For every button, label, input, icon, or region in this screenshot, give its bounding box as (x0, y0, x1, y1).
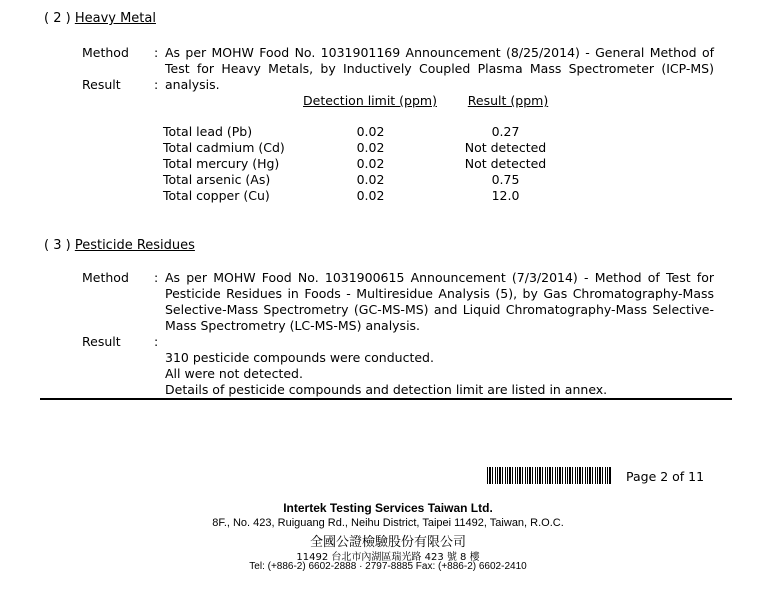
result-colon: : (154, 334, 159, 349)
footer-address-zh: 11492 台北市內湖區瑞光路 423 號 8 樓 (296, 552, 480, 563)
section-title: Heavy Metal (74, 11, 156, 26)
limit-cell: 0.02 (356, 124, 385, 139)
method-label: Method (82, 45, 129, 60)
result-cell: Not detected (464, 140, 547, 155)
barcode-icon (487, 467, 612, 484)
section-heading-pesticide (44, 238, 195, 253)
limit-cell: 0.02 (356, 188, 385, 203)
result-line: Details of pesticide compounds and detection limit are listed in annex. (165, 382, 608, 397)
result-line: All were not detected. (165, 366, 303, 381)
analyte-cell: Total copper (Cu) (163, 188, 270, 203)
method-text: As per MOHW Food No. 1031901169 Announcement (8/25/2014) - General Method of Test for Heavy Metals, by Inductively Coupled Plasma Mass Spectrometer (ICP-MS) analysis. (165, 45, 714, 92)
detection-limit-header: Detection limit (ppm) (303, 93, 437, 108)
table-row (163, 188, 573, 204)
limit-cell: 0.02 (356, 172, 385, 187)
section-number: ( 3 ) (44, 238, 71, 253)
method-label: Method (82, 270, 129, 285)
result-line: 310 pesticide compounds were conducted. (165, 350, 434, 365)
section-divider (40, 398, 732, 400)
section-title: Pesticide Residues (74, 238, 195, 253)
result-cell: Not detected (464, 156, 547, 171)
analyte-cell: Total arsenic (As) (163, 172, 271, 187)
limit-cell: 0.02 (356, 156, 385, 171)
footer-contact: Tel: (+886-2) 6602-2888 · 2797-8885 Fax: (+886-2) 6602-2410 (249, 561, 527, 572)
analyte-cell: Total cadmium (Cd) (163, 140, 285, 155)
result-cell: 0.27 (491, 124, 520, 139)
table-row (163, 172, 573, 188)
footer-address: 8F., No. 423, Ruiguang Rd., Neihu District, Taipei 11492, Taiwan, R.O.C. (212, 517, 564, 529)
footer-company-zh: 全國公證檢驗股份有限公司 (309, 535, 466, 550)
table-row (163, 124, 573, 140)
method-text: As per MOHW Food No. 1031900615 Announcement (7/3/2014) - Method of Test for Pesticide Residues in Foods - Multiresidue Analysis (5), by Gas Chromatography-Mass Selective-Mass Spectrometry (GC-MS-MS) and Liquid Chromatography-Mass Selective-Mass Spectrometry (LC-MS-MS) analysis. (165, 270, 714, 333)
table-row (163, 140, 573, 156)
result-cell: 12.0 (491, 188, 520, 203)
result-label: Result (82, 77, 121, 92)
section-number: ( 2 ) (44, 11, 71, 26)
method-colon: : (154, 270, 159, 285)
heavy-metal-results-table (163, 124, 573, 204)
limit-cell: 0.02 (356, 140, 385, 155)
footer-company: Intertek Testing Services Taiwan Ltd. (283, 501, 493, 515)
result-cell: 0.75 (491, 172, 520, 187)
method-colon: : (154, 45, 159, 60)
result-header: Result (ppm) (467, 93, 549, 108)
section-heading-heavy-metal (44, 11, 156, 26)
page-indicator: Page 2 of 11 (626, 469, 705, 484)
result-label: Result (82, 334, 121, 349)
analyte-cell: Total mercury (Hg) (163, 156, 280, 171)
analyte-cell: Total lead (Pb) (163, 124, 253, 139)
table-row (163, 156, 573, 172)
result-colon: : (154, 77, 159, 92)
